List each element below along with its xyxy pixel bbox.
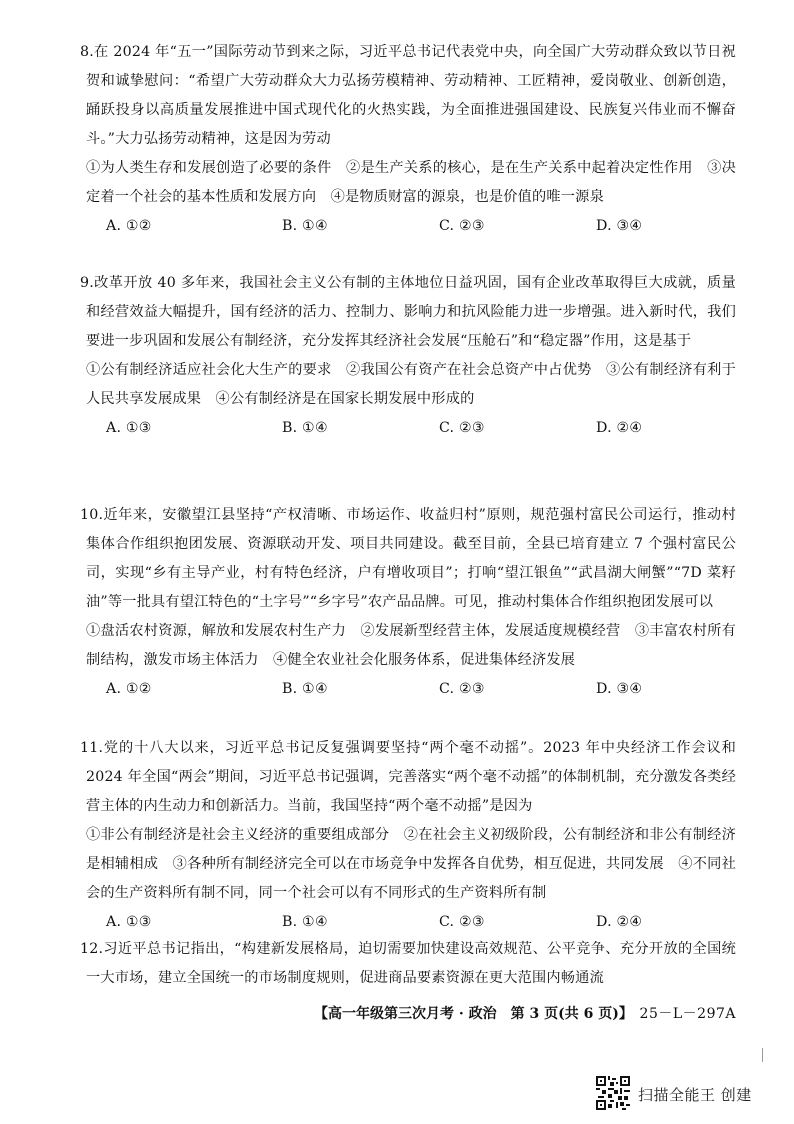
option-a: A. ①③: [106, 914, 152, 930]
question-8: [80, 38, 736, 241]
question-stem: [80, 734, 736, 821]
question-number: 9.: [80, 275, 94, 291]
answer-options: [86, 212, 736, 241]
question-12: [80, 935, 736, 993]
question-number: 12.: [80, 941, 104, 957]
question-text: 近年来，安徽望江县坚持“产权清晰、市场运作、收益归村”原则，规范强村富民公司运行，推动村集体合作组织抱团发展、资源联动开发、项目共同建设。截至目前，全县已培育建立 7 个强村富民公司，实现“乡有主导产业，村有特色经济，户有增收项目”；打响“望江银鱼”“武昌湖大闸蟹”“7D 菜籽油”等一批具有望江特色的“土字号”“乡字号”农产品品牌。可见，推动村集体合作组织抱团发展可以: [86, 507, 736, 610]
option-a: A. ①②: [106, 681, 152, 697]
exam-code: 25－L－297A: [639, 1006, 736, 1022]
question-10: [80, 501, 736, 704]
question-statements: ①非公有制经济是社会主义经济的重要组成部分 ②在社会主义初级阶段，公有制经济和非公有制经济是相辅相成 ③各种所有制经济完全可以在市场竞争中发挥各自优势，相互促进，共同发展 ④不同社会的生产资料所有制不同，同一个社会可以有不同形式的生产资料所有制: [86, 827, 736, 901]
question-stem: [80, 38, 736, 154]
question-number: 8.: [80, 44, 94, 60]
question-stem: [80, 269, 736, 356]
question-text: 在 2024 年“五一”国际劳动节到来之际，习近平总书记代表党中央，向全国广大劳动群众致以节日祝贺和诚挚慰问：“希望广大劳动群众大力弘扬劳模精神、劳动精神、工匠精神，爱岗敬业、创新创造，踊跃投身以高质量发展推进中国式现代化的火热实践，为全面推进强国建设、民族复兴伟业而不懈奋斗。”大力弘扬劳动精神，这是因为劳动: [86, 44, 736, 147]
scanner-text: 扫描全能王 创建: [638, 1086, 752, 1104]
answer-options: [86, 675, 736, 704]
option-c: C. ②③: [439, 218, 485, 234]
option-c: C. ②③: [439, 914, 485, 930]
answer-options: [86, 414, 736, 443]
footer-title: 【高一年级第三次月考 · 政治 第 3 页(共 6 页)】: [314, 1006, 633, 1022]
scanner-watermark: [596, 1076, 786, 1112]
answer-options: [86, 908, 736, 937]
question-stem: [80, 501, 736, 617]
question-text: 习近平总书记指出，“构建新发展格局，迫切需要加快建设高效规范、公平竞争、充分开放的全国统一大市场，建立全国统一的市场制度规则，促进商品要素资源在更大范围内畅通流: [86, 941, 736, 986]
question-11: [80, 734, 736, 937]
option-d: D. ②④: [596, 914, 643, 930]
option-b: B. ①④: [282, 420, 328, 436]
question-number: 11.: [80, 740, 104, 756]
option-c: C. ②③: [439, 681, 485, 697]
question-statements: ①公有制经济适应社会化大生产的要求 ②我国公有资产在社会总资产中占优势 ③公有制经济有利于人民共享发展成果 ④公有制经济是在国家长期发展中形成的: [86, 362, 736, 407]
option-a: A. ①②: [106, 218, 152, 234]
option-b: B. ①④: [282, 681, 328, 697]
margin-mark: [762, 1048, 763, 1062]
qr-code-icon: [596, 1076, 630, 1110]
option-a: A. ①③: [106, 420, 152, 436]
question-9: [80, 269, 736, 443]
option-b: B. ①④: [282, 914, 328, 930]
question-text: 党的十八大以来，习近平总书记反复强调要坚持“两个毫不动摇”。2023 年中央经济工作会议和 2024 年全国“两会”期间，习近平总书记强调，完善落实“两个毫不动摇”的体制机制，充分激发各类经营主体的内生动力和创新活力。当前，我国坚持“两个毫不动摇”是因为: [86, 740, 736, 814]
option-d: D. ③④: [596, 681, 643, 697]
page-footer: [86, 1003, 736, 1027]
option-d: D. ②④: [596, 420, 643, 436]
question-statements: ①为人类生存和发展创造了必要的条件 ②是生产关系的核心，是在生产关系中起着决定性作用 ③决定着一个社会的基本性质和发展方向 ④是物质财富的源泉，也是价值的唯一源泉: [86, 160, 736, 205]
option-c: C. ②③: [439, 420, 485, 436]
question-statements: ①盘活农村资源，解放和发展农村生产力 ②发展新型经营主体，发展适度规模经营 ③丰富农村所有制结构，激发市场主体活力 ④健全农业社会化服务体系，促进集体经济发展: [86, 623, 736, 668]
question-text: 改革开放 40 多年来，我国社会主义公有制的主体地位日益巩固，国有企业改革取得巨大成就，质量和经营效益大幅提升，国有经济的活力、控制力、影响力和抗风险能力进一步增强。进入新时代，我们要进一步巩固和发展公有制经济，充分发挥其经济社会发展“压舱石”和“稳定器”作用，这是基于: [86, 275, 736, 349]
question-number: 10.: [80, 507, 104, 523]
question-stem: [80, 935, 736, 993]
option-b: B. ①④: [282, 218, 328, 234]
option-d: D. ③④: [596, 218, 643, 234]
